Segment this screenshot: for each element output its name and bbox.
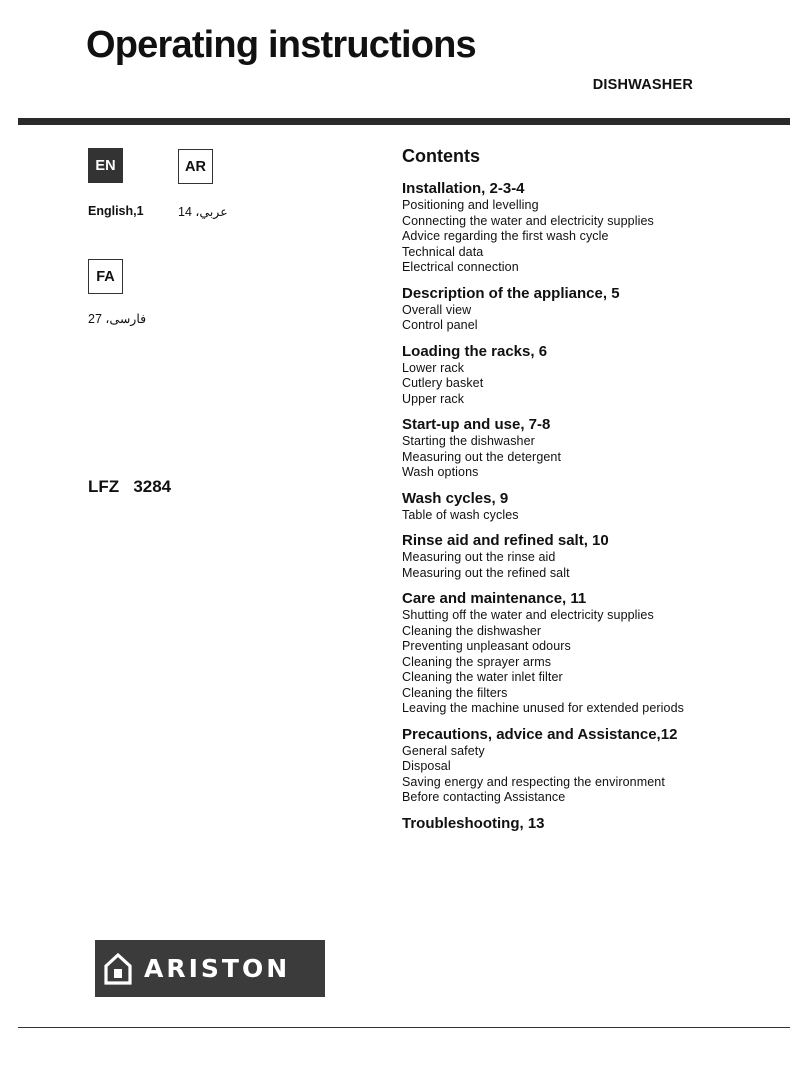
contents-heading: Contents [402, 146, 480, 166]
toc-section [402, 590, 792, 717]
model-number: LFZ 3284 [88, 477, 172, 496]
toc-section-title[interactable]: Start-up and use, 7-8 [402, 416, 551, 433]
footer-divider [18, 1027, 790, 1028]
toc-item[interactable]: Cleaning the sprayer arms [402, 654, 552, 669]
toc-section [402, 343, 792, 408]
toc-item[interactable]: Control panel [402, 318, 478, 332]
toc-section-title[interactable]: Loading the racks, 6 [402, 342, 548, 360]
toc-item[interactable]: Cutlery basket [402, 376, 484, 390]
toc-section [402, 726, 792, 806]
toc-item[interactable]: Cleaning the dishwasher [402, 623, 542, 638]
toc-section-title[interactable]: Description of the appliance, 5 [402, 284, 620, 302]
toc-section-title[interactable]: Troubleshooting, 13 [402, 814, 545, 832]
toc-item[interactable]: Measuring out the detergent [402, 449, 562, 464]
toc-item[interactable]: Upper rack [402, 391, 465, 406]
toc-item[interactable]: Measuring out the rinse aid [402, 550, 556, 564]
toc-item[interactable]: Cleaning the filters [402, 685, 508, 700]
toc-section-title[interactable]: Rinse aid and refined salt, 10 [402, 532, 609, 549]
language-tab-en[interactable]: EN [88, 148, 123, 183]
toc-item[interactable]: Overall view [402, 302, 472, 317]
toc-section-title[interactable]: Care and maintenance, 11 [402, 590, 587, 607]
toc-section [402, 532, 792, 581]
toc-item[interactable]: Electrical connection [402, 260, 519, 274]
language-label-ar[interactable]: عربي، 14 [178, 205, 228, 219]
toc-section-title[interactable]: Installation, 2-3-4 [402, 180, 525, 197]
toc-item[interactable]: Technical data [402, 244, 484, 259]
house-logo-icon [104, 952, 132, 986]
toc-item[interactable]: Lower rack [402, 360, 465, 375]
header-divider [18, 118, 790, 125]
toc-item[interactable]: Advice regarding the first wash cycle [402, 229, 609, 243]
toc-item[interactable]: Connecting the water and electricity supplies [402, 213, 654, 228]
toc-item[interactable]: Positioning and levelling [402, 198, 539, 212]
table-of-contents [402, 146, 792, 842]
toc-section [402, 815, 792, 833]
product-type: DISHWASHER [592, 77, 693, 93]
toc-section-title[interactable]: Precautions, advice and Assistance,12 [402, 725, 678, 743]
ariston-logo [95, 940, 325, 997]
toc-section [402, 416, 792, 481]
toc-item[interactable]: Leaving the machine unused for extended periods [402, 701, 684, 715]
toc-item[interactable]: Measuring out the refined salt [402, 565, 570, 580]
brand-name: ARISTON [144, 954, 291, 983]
language-label-en[interactable]: English,1 [88, 204, 144, 218]
language-tab-ar[interactable]: AR [178, 149, 213, 184]
toc-item[interactable]: General safety [402, 743, 485, 758]
toc-item[interactable]: Preventing unpleasant odours [402, 639, 571, 653]
toc-section [402, 180, 792, 276]
toc-item[interactable]: Shutting off the water and electricity supplies [402, 608, 654, 622]
toc-section [402, 490, 792, 524]
contents-sections [402, 180, 792, 833]
toc-section-title[interactable]: Wash cycles, 9 [402, 489, 509, 507]
toc-item[interactable]: Cleaning the water inlet filter [402, 670, 563, 684]
language-label-fa[interactable]: فارسی، 27 [88, 312, 147, 326]
toc-item[interactable]: Before contacting Assistance [402, 790, 566, 804]
page-title: Operating instructions [86, 24, 476, 66]
toc-item[interactable]: Starting the dishwasher [402, 434, 535, 448]
language-tab-fa[interactable]: FA [88, 259, 123, 294]
toc-section [402, 285, 792, 334]
toc-item[interactable]: Saving energy and respecting the environment [402, 774, 665, 789]
toc-item[interactable]: Table of wash cycles [402, 507, 519, 522]
toc-item[interactable]: Disposal [402, 759, 451, 773]
toc-item[interactable]: Wash options [402, 465, 479, 479]
